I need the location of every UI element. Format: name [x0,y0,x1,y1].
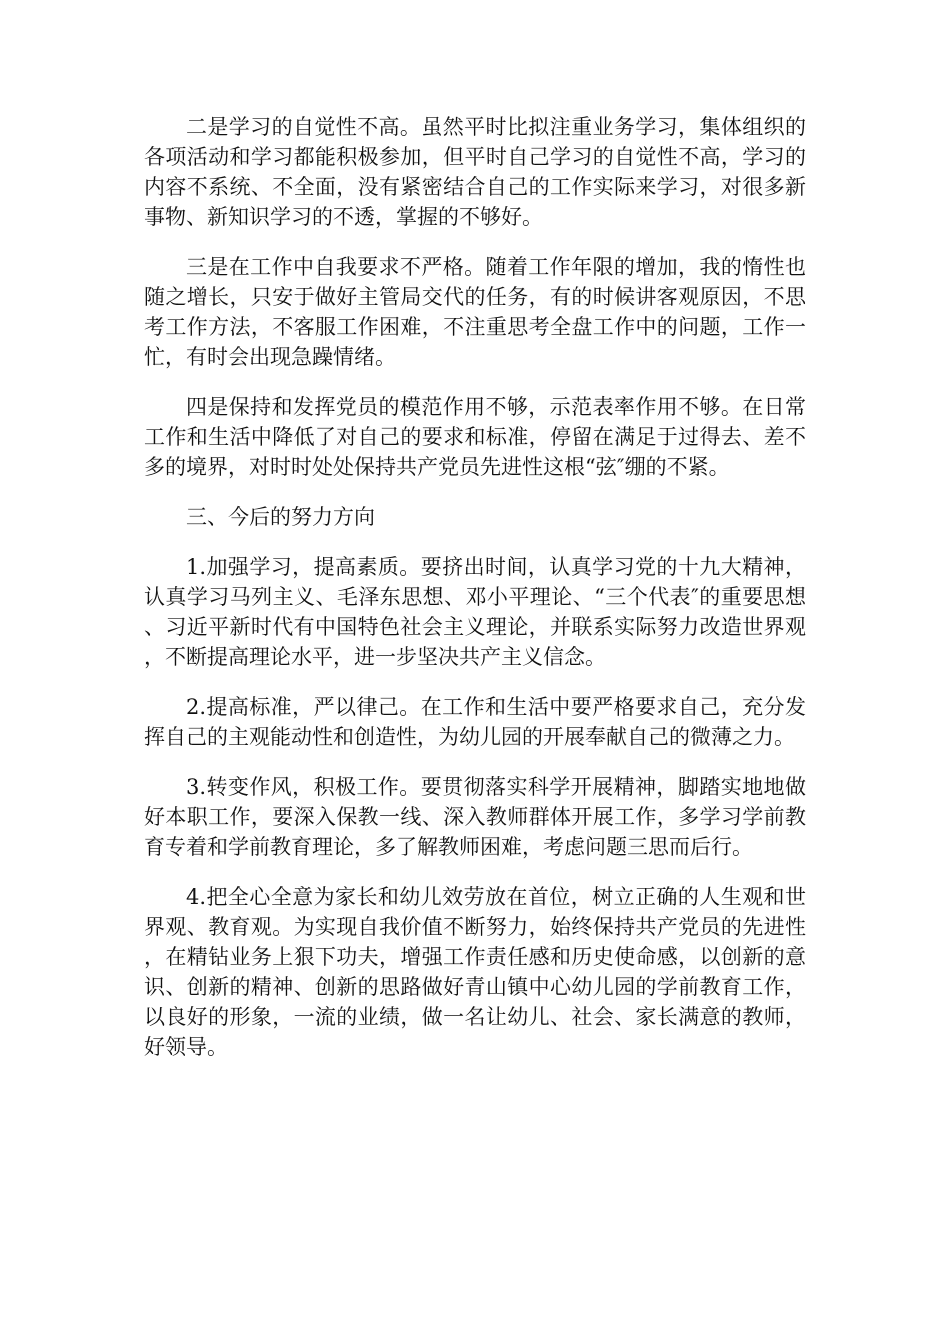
paragraph-item-1-study: 1.加强学习，提高素质。要挤出时间，认真学习党的十九大精神，认真学习马列主义、毛泽东思想、邓小平理论、“三个代表″的重要思想、习近平新时代有中国特色社会主义理论，并联系实际努力改造世界观，不断提高理论水平，进一步坚决共产主义信念。 [144,555,806,669]
paragraph-work-requirements: 三是在工作中自我要求不严格。随着工作年限的增加，我的惰性也随之增长，只安于做好主管局交代的任务，有的时候讲客观原因，不思考工作方法，不客服工作困难，不注重思考全盘工作中的问题，工作一忙，有时会出现急躁情绪。 [144,255,806,369]
section-heading-future-direction: 三、今后的努力方向 [186,505,375,529]
paragraph-party-member-role: 四是保持和发挥党员的模范作用不够，示范表率作用不够。在日常工作和生活中降低了对自己的要求和标准，停留在满足于过得去、差不多的境界，对时时处处保持共产党员先进性这根“弦″绷的不紧。 [144,395,806,479]
paragraph-learning-awareness: 二是学习的自觉性不高。虽然平时比拟注重业务学习，集体组织的各项活动和学习都能积极参加，但平时自己学习的自觉性不高，学习的内容不系统、不全面，没有紧密结合自己的工作实际来学习，对很多新事物、新知识学习的不透，掌握的不够好。 [144,115,806,229]
paragraph-item-4-service: 4.把全心全意为家长和幼儿效劳放在首位，树立正确的人生观和世界观、教育观。为实现自我价值不断努力，始终保持共产党员的先进性，在精钻业务上狠下功夫，增强工作责任感和历史使命感，以创新的意识、创新的精神、创新的思路做好青山镇中心幼儿园的学前教育工作，以良好的形象，一流的业绩，做一名让幼儿、社会、家长满意的教师，好领导。 [144,885,806,1059]
document-body [144,112,806,1082]
paragraph-item-3-work-style: 3.转变作风，积极工作。要贯彻落实科学开展精神，脚踏实地地做好本职工作，要深入保教一线、深入教师群体开展工作，多学习学前教育专着和学前教育理论，多了解教师困难，考虑问题三思而后行。 [144,775,806,859]
paragraph-item-2-standards: 2.提高标准，严以律己。在工作和生活中要严格要求自己，充分发挥自己的主观能动性和创造性，为幼儿园的开展奉献自己的微薄之力。 [144,695,806,749]
